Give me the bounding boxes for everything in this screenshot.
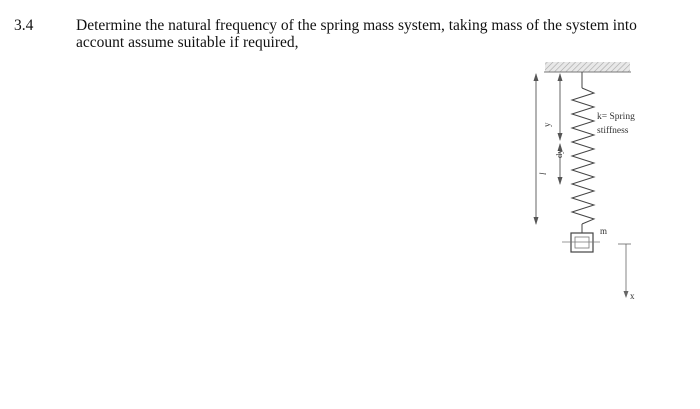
question-text: [76, 17, 696, 51]
y-dimension: [558, 73, 563, 141]
position-label: y: [542, 122, 552, 127]
question-text-line-1: Determine the natural frequency of the spring mass system, taking mass of the system into: [76, 17, 637, 34]
mass-block: [562, 233, 600, 252]
fixed-support: [544, 62, 631, 72]
question-number: 3.4: [14, 17, 34, 34]
displacement-arrow: [618, 244, 631, 298]
length-label: l: [538, 172, 548, 175]
element-label: dy: [554, 149, 564, 158]
spring-label: k= Spring: [597, 112, 635, 122]
spring-mass-diagram: [500, 58, 660, 308]
length-dimension: [534, 73, 539, 225]
spring-coil: [572, 72, 594, 233]
displacement-label: x: [630, 291, 635, 301]
question-text-line-2: account assume suitable if required,: [76, 34, 299, 51]
stiffness-label: stiffness: [597, 126, 629, 136]
mass-label: m: [600, 226, 608, 236]
